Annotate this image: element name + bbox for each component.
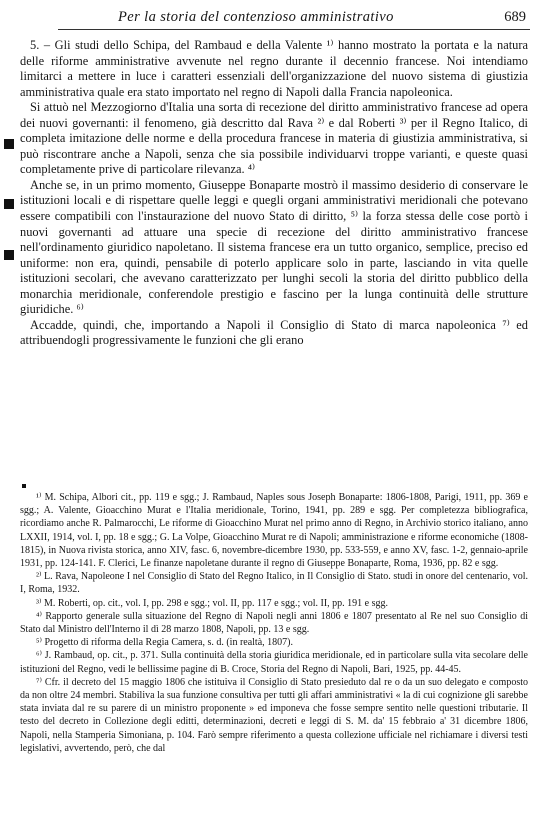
footnote: ¹⁾ M. Schipa, Albori cit., pp. 119 e sgg.; J. Rambaud, Naples sous Joseph Bonaparte: 1806-1808, Parigi, 1911, pp. 369 e sgg.; A. Valente, Gioacchino Murat e l'Italia meridionale, Torino, 1941, pp. 289 e sgg. Per completezza bibliografica, ricordiamo anche R. Palmarocchi, Le riforme di Gioacchino Murat nel primo anno di Regno, in Archivio storico italiano, anno LXXII, 1914, vol. I, pp. 18 e sgg.; G. La Volpe, Gioacchino Murat re di Napoli; amministrazione e riforme economiche (1808-1815), in Nuova rivista storica, anno XIV, fasc. 6, novembre-dicembre 1930, pp. 533-559, e anno XV, fasc. 1-2, gennaio-aprile 1931, pp. 124-141. F. Clerici, Le finanze napoletane durante il regno di Giuseppe Bonaparte, Roma, 1936, pp. 82 e sgg. — [20, 492, 528, 570]
paragraph: 5. – Gli studi dello Schipa, del Rambaud e della Valente ¹⁾ hanno mostrato la portata e la natura delle riforme amministrative avvenute nel regno durante il decennio francese. Noi intendiamo limitarci a mettere in luce i caratteri essenziali dell'organizzazione del nuovo sistema di giustizia amministrativa quale era stato importato nel regno di Napoli dalla Francia napoleonica. — [20, 38, 528, 99]
footnote: ³⁾ M. Roberti, op. cit., vol. I, pp. 298 e sgg.; vol. II, pp. 117 e sgg.; vol. II, pp. 191 e sgg. — [36, 597, 388, 609]
footnote: ⁷⁾ Cfr. il decreto del 15 maggio 1806 che istituiva il Consiglio di Stato presieduto dal re o da un suo delegato e composto da non oltre 24 membri. Stabiliva la sua funzione consultiva per tutti gli affari amministrativi « la di cui cognizione gli sarebbe stata inviata dal re su parere di un ministro proponente » ed imponeva che fosse sempre sentito nelle questioni tributarie. Il testo del decreto in Collezione degli editti, determinazioni, decreti e leggi di S. M. da' 15 febbraio a' 31 dicembre 1806, Napoli, nella Stamperia Simoniana, p. 104. Farò sempre riferimento a questa collezione ufficiale nel richiamare i diversi testi legislativi, avvertendo, però, che dal — [20, 676, 528, 754]
footnote: ⁴⁾ Rapporto generale sulla situazione del Regno di Napoli negli anni 1806 e 1807 presentato al Re nel suo Consiglio di Stato dal Ministro dell'Interno il dì 28 marzo 1808, Napoli, pp. 13 e sgg. — [20, 610, 528, 636]
paragraph: Si attuò nel Mezzogiorno d'Italia una sorta di recezione del diritto amministrativo francese ad opera dei nuovi governanti: il fenomeno, già descritto dal Rava ²⁾ e dal Roberti ³⁾ per il Regno Italico, di completa imitazione delle norme e della procedura francese in materia di giustizia amministrativa, si può riscontrare anche a Napoli, senza che sia possibile individuarvi troppe varianti, e queste quasi completamente prive di particolare rilevanza. ⁴⁾ — [20, 100, 528, 177]
paragraph: Anche se, in un primo momento, Giuseppe Bonaparte mostrò il massimo desiderio di conservare le istituzioni locali e di rispettare quelle leggi e quegli organi amministrativi meridionali che potevano essere compatibili con l'instaurazione del nuovo Stato di diritto, ⁵⁾ la forza stessa delle cose portò i nuovi governanti ad attuare una specie di recezione del diritto amministrativo francese nell'ordinamento giuridico napoletano. Il sistema francese era un tutto organico, semplice, preciso ed uniforme: non era, quindi, pensabile di poterlo applicare solo in parte, lasciando in vita quelle istituzioni secolari, che avevano caratterizzato per lunghi secoli la storia del diritto pubblico della monarchia meridionale, conferendole prestigio e fascino per la lunga continuità delle strutture giuridiche. ⁶⁾ — [20, 177, 528, 317]
page-number: 689 — [504, 9, 526, 25]
paragraph: Accadde, quindi, che, importando a Napoli il Consiglio di Stato di marca napoleonica ⁷⁾ ed attribuendogli progressivamente le funzioni che gli erano — [20, 317, 528, 348]
footnote-separator — [22, 484, 26, 488]
margin-mark — [4, 199, 14, 209]
margin-mark — [4, 250, 14, 260]
body-text — [20, 38, 528, 349]
running-head — [58, 9, 530, 30]
footnote: ⁶⁾ J. Rambaud, op. cit., p. 371. Sulla continuità della storia giuridica meridionale, ed in particolare sulla vita secolare delle istituzioni del Regno, vedi le bellissime pagine di B. Croce, Storia del Regno di Napoli, Bari, 1925, pp. 44-45. — [20, 650, 528, 675]
margin-mark — [4, 139, 14, 149]
running-title: Per la storia del contenzioso amministrativo — [118, 9, 394, 25]
footnote: ²⁾ L. Rava, Napoleone I nel Consiglio di Stato del Regno Italico, in Il Consiglio di Stato. studi in onore del centenario, vol. I, Roma, 1932. — [20, 571, 528, 596]
footnotes — [20, 491, 528, 755]
footnote: ⁵⁾ Progetto di riforma della Regia Camera, s. d. (in realtà, 1807). — [36, 637, 293, 649]
